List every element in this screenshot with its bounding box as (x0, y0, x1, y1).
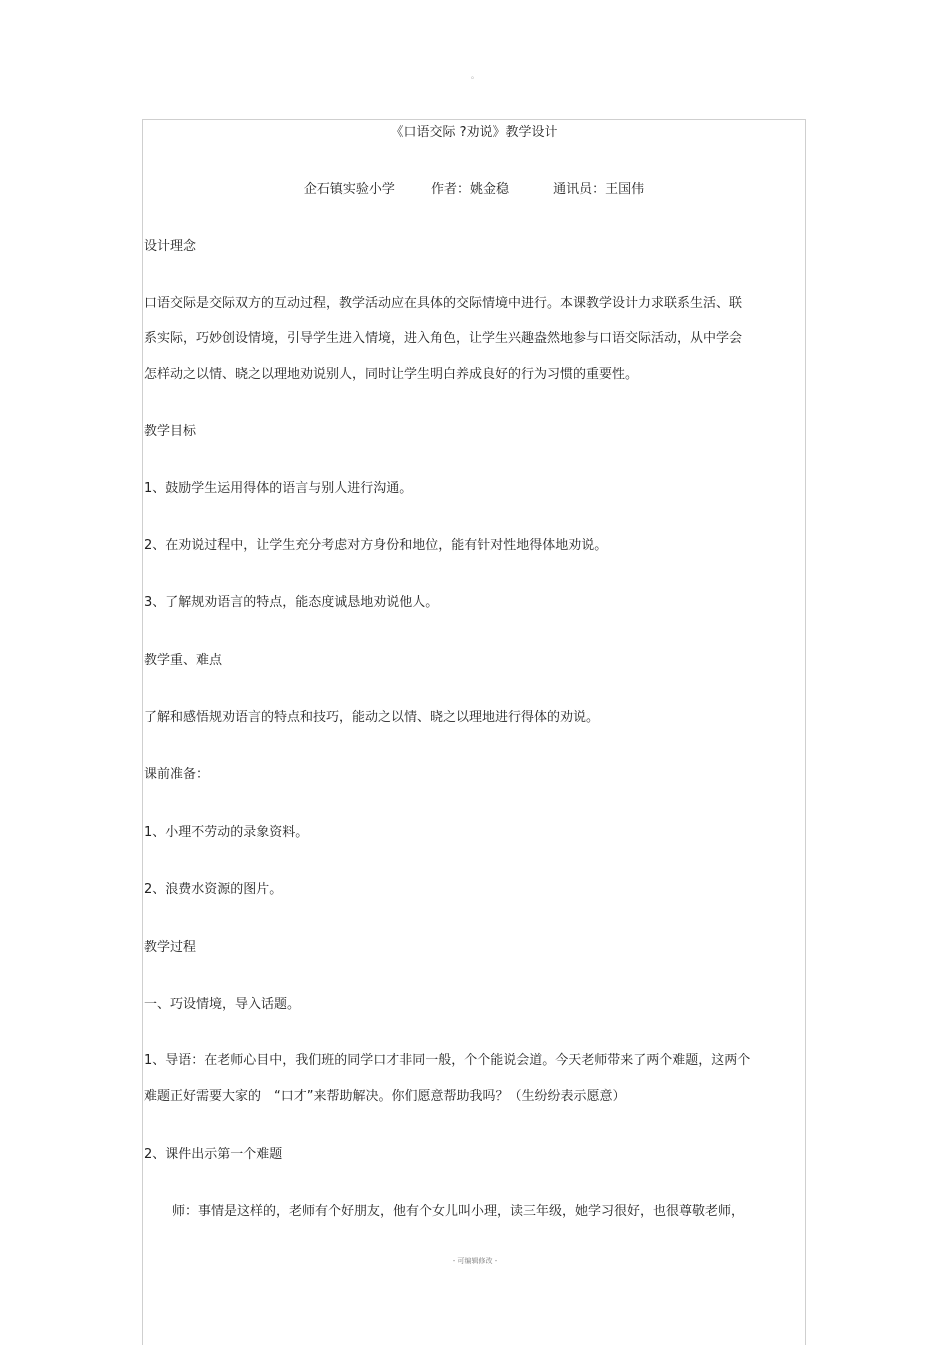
paragraph-line: 1、导语：在老师心目中，我们班的同学口才非同一般，个个能说会道。今天老师带来了两个难题，这两个 (144, 1053, 751, 1068)
byline-author: 作者：姚金稳 (430, 182, 509, 197)
page-footer: - 可编辑修改 - (452, 1257, 498, 1265)
list-item: 1、小理不劳动的录象资料。 (144, 825, 309, 840)
page-top-mark: 。 (471, 71, 479, 80)
paragraph-line: 怎样动之以情、晓之以理地劝说别人，同时让学生明白养成良好的行为习惯的重要性。 (144, 367, 639, 382)
list-item: 2、浪费水资源的图片。 (144, 882, 283, 897)
section-heading-preparation: 课前准备： (144, 767, 210, 782)
paragraph-line: 师：事情是这样的，老师有个好朋友，他有个女儿叫小理，读三年级，她学习很好，也很尊敬老师， (172, 1204, 745, 1219)
list-item: 2、课件出示第一个难题 (144, 1147, 283, 1162)
document-byline (142, 182, 806, 198)
paragraph-line: 系实际，巧妙创设情境，引导学生进入情境，进入角色，让学生兴趣盎然地参与口语交际活动，从中学会 (144, 331, 743, 346)
section-heading-design-concept: 设计理念 (144, 239, 197, 254)
list-item: 3、了解规劝语言的特点，能态度诚恳地劝说他人。 (144, 595, 439, 610)
paragraph-line: 口语交际是交际双方的互动过程，教学活动应在具体的交际情境中进行。本课教学设计力求联系生活、联 (144, 296, 743, 311)
document-title: 《口语交际 ?劝说》教学设计 (390, 125, 558, 140)
section-heading-objectives: 教学目标 (144, 424, 197, 439)
paragraph-line: 了解和感悟规劝语言的特点和技巧，能动之以情、晓之以理地进行得体的劝说。 (144, 710, 600, 725)
section-heading-process: 教学过程 (144, 940, 197, 955)
list-item: 1、鼓励学生运用得体的语言与别人进行沟通。 (144, 481, 413, 496)
section-heading-key-points: 教学重、难点 (144, 653, 223, 668)
subsection-heading: 一、巧设情境，导入话题。 (144, 997, 301, 1012)
byline-correspondent: 通讯员：王国伟 (553, 182, 645, 197)
paragraph-line: 难题正好需要大家的 “口才”来帮助解决。你们愿意帮助我吗？（生纷纷表示愿意） (144, 1089, 626, 1104)
list-item: 2、在劝说过程中，让学生充分考虑对方身份和地位，能有针对性地得体地劝说。 (144, 538, 608, 553)
byline-school: 企石镇实验小学 (303, 182, 395, 197)
